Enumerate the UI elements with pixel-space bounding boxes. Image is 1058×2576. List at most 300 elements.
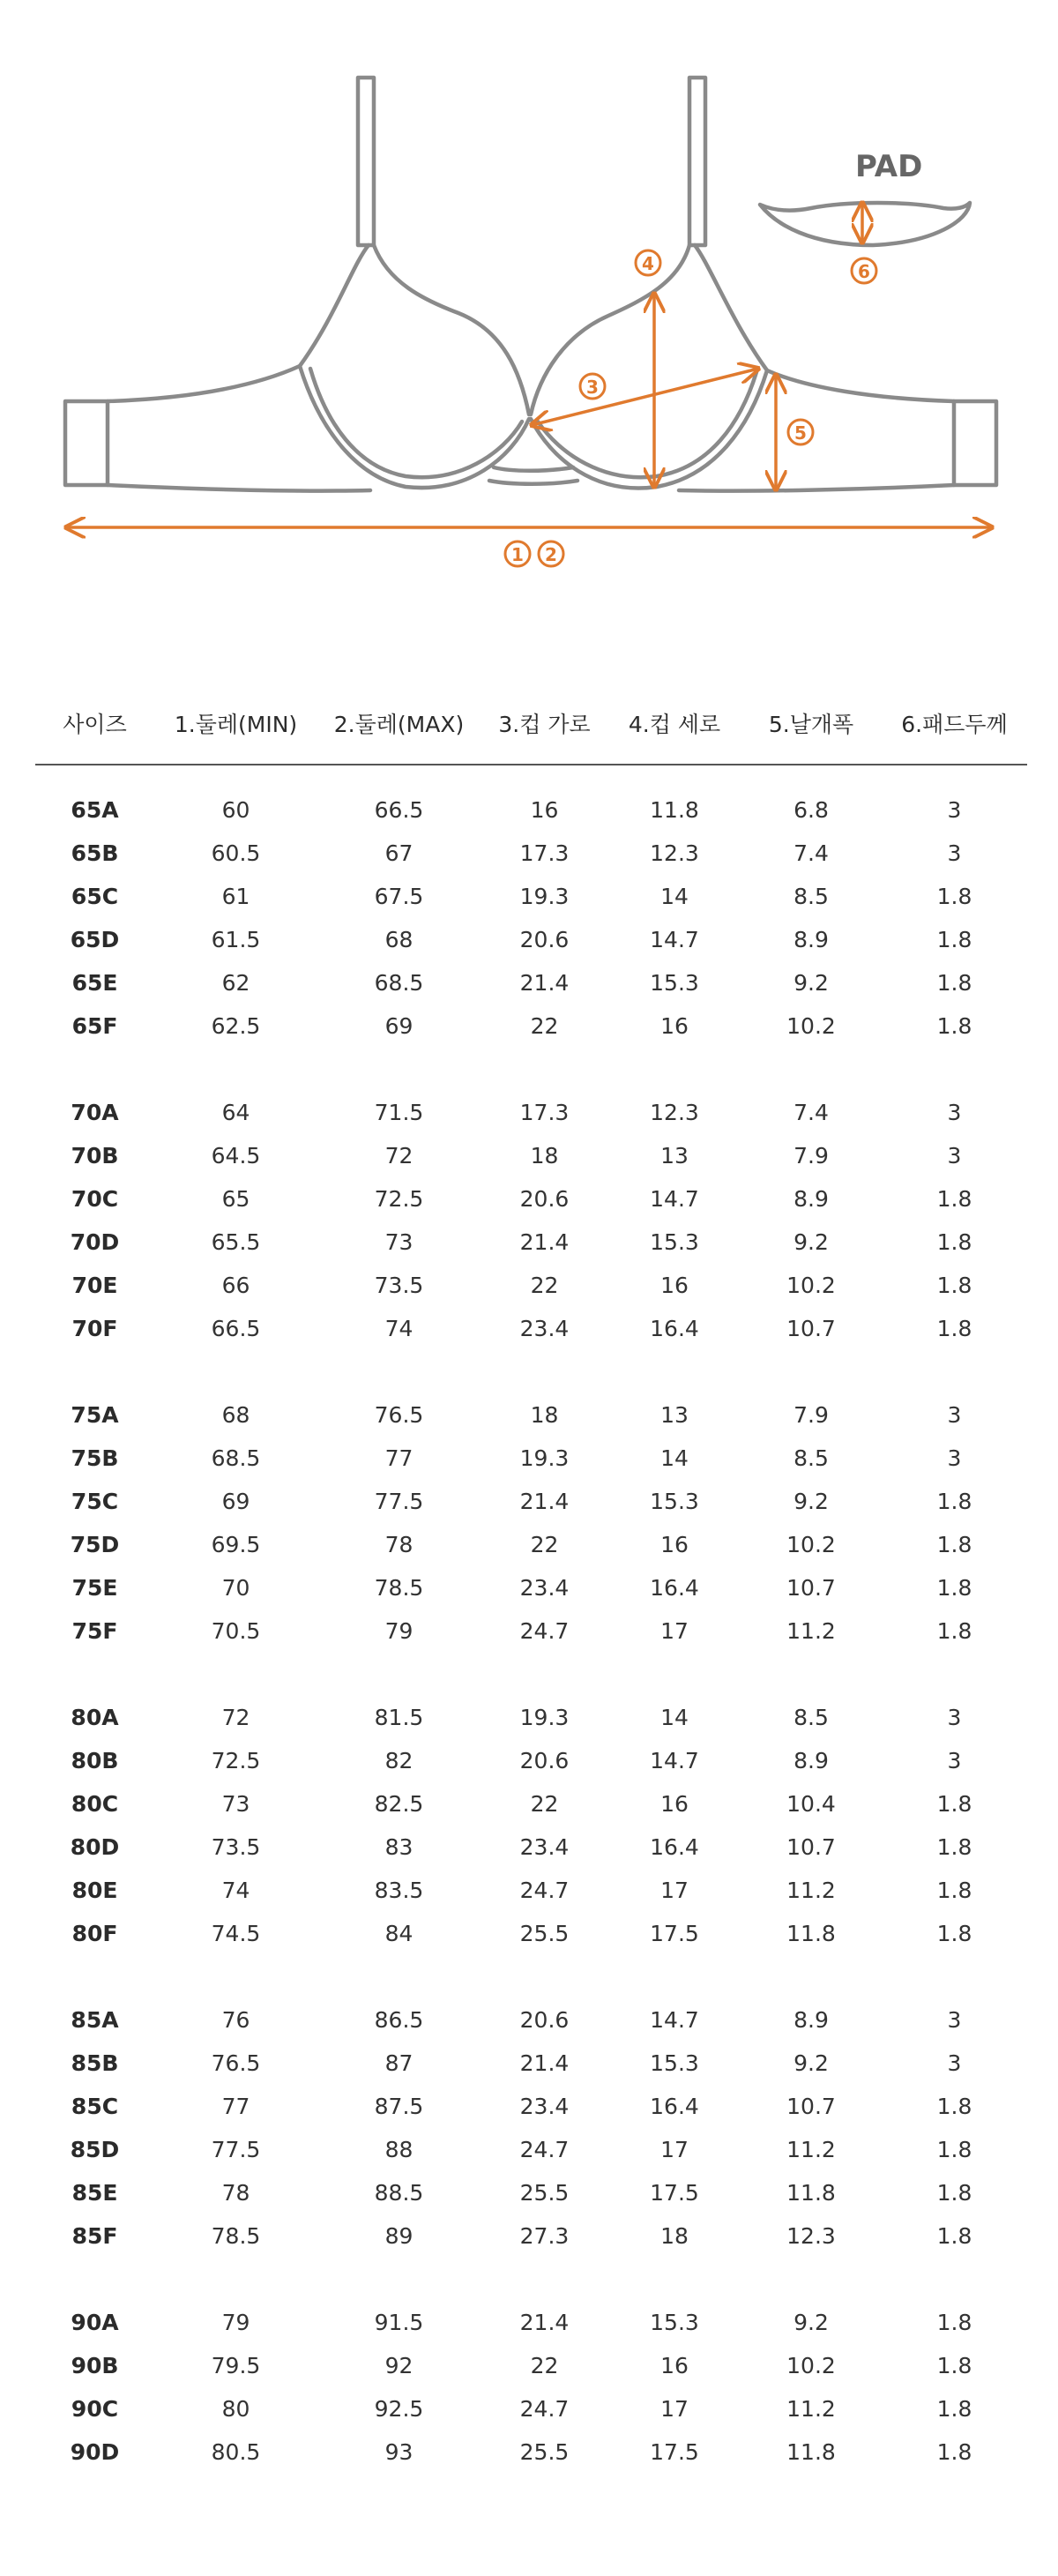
value-cell: 1.8 (936, 1878, 972, 1903)
value-cell: 9.2 (794, 2050, 829, 2076)
value-cell: 72.5 (211, 1748, 261, 1773)
value-cell: 8.9 (794, 2007, 829, 2033)
value-cell: 9.2 (794, 1229, 829, 1255)
marker-6-icon (852, 258, 876, 283)
value-cell: 19.3 (519, 884, 570, 909)
value-cell: 72 (221, 1705, 250, 1730)
value-cell: 60 (221, 797, 250, 823)
size-cell: 90A (71, 2310, 119, 2335)
value-cell: 1.8 (936, 2439, 972, 2465)
value-cell: 11.8 (786, 1921, 836, 1946)
table-row (35, 875, 1027, 918)
value-cell: 23.4 (519, 1316, 570, 1341)
table-row (35, 1177, 1027, 1221)
value-cell: 12.3 (650, 1100, 699, 1125)
value-cell: 14.7 (650, 927, 699, 952)
value-cell: 17.5 (650, 1921, 699, 1946)
value-cell: 24.7 (519, 1878, 570, 1903)
value-cell: 20.6 (519, 1186, 570, 1212)
value-cell: 68.5 (211, 1445, 261, 1471)
value-cell: 8.9 (794, 1186, 829, 1212)
value-cell: 77 (221, 2094, 250, 2119)
group-spacer (35, 2258, 1027, 2301)
value-cell: 10.2 (786, 1273, 836, 1298)
value-cell: 73 (384, 1229, 414, 1255)
value-cell: 1.8 (936, 927, 972, 952)
value-cell: 82 (384, 1748, 414, 1773)
header-pad-thickness: 6.패드두께 (882, 697, 1027, 765)
value-cell: 76 (221, 2007, 250, 2033)
value-cell: 61 (221, 884, 250, 909)
bra-illustration (0, 0, 1058, 617)
measurement-markers (505, 250, 876, 566)
value-cell: 15.3 (650, 2050, 699, 2076)
value-cell: 61.5 (211, 927, 261, 952)
value-cell: 91.5 (374, 2310, 424, 2335)
value-cell: 1.8 (936, 2094, 972, 2119)
value-cell: 67 (384, 840, 414, 866)
value-cell: 15.3 (650, 1489, 699, 1514)
table-row (35, 1739, 1027, 1782)
value-cell: 1.8 (936, 2396, 972, 2422)
size-cell: 70E (71, 1273, 118, 1298)
value-cell: 3 (947, 840, 962, 866)
table-row (35, 1221, 1027, 1264)
value-cell: 73.5 (374, 1273, 424, 1298)
value-cell: 79.5 (211, 2353, 261, 2378)
value-cell: 15.3 (650, 1229, 699, 1255)
value-cell: 66 (221, 1273, 250, 1298)
table-row (35, 1091, 1027, 1134)
svg-text:1: 1 (511, 544, 524, 565)
value-cell: 16 (530, 797, 559, 823)
value-cell: 24.7 (519, 1618, 570, 1644)
size-cell: 65B (71, 840, 119, 866)
value-cell: 20.6 (519, 927, 570, 952)
value-cell: 15.3 (650, 970, 699, 996)
value-cell: 1.8 (936, 1618, 972, 1644)
value-cell: 1.8 (936, 1316, 972, 1341)
header-cup-height: 4.컵 세로 (608, 697, 741, 765)
table-header-row (35, 697, 1027, 765)
value-cell: 22 (530, 1532, 559, 1557)
value-cell: 76.5 (374, 1402, 424, 1428)
value-cell: 11.8 (650, 797, 699, 823)
value-cell: 1.8 (936, 884, 972, 909)
size-cell: 80A (71, 1705, 119, 1730)
value-cell: 21.4 (519, 2310, 570, 2335)
value-cell: 21.4 (519, 2050, 570, 2076)
value-cell: 79 (384, 1618, 414, 1644)
value-cell: 22 (530, 1791, 559, 1817)
table-row (35, 2430, 1027, 2474)
group-spacer (35, 1048, 1027, 1091)
value-cell: 10.7 (786, 1316, 836, 1341)
value-cell: 88 (384, 2137, 414, 2162)
value-cell: 16.4 (650, 2094, 699, 2119)
value-cell: 72 (384, 1143, 414, 1169)
value-cell: 14.7 (650, 1186, 699, 1212)
value-cell: 3 (947, 2007, 962, 2033)
value-cell: 1.8 (936, 1186, 972, 1212)
value-cell: 17 (660, 1618, 689, 1644)
value-cell: 12.3 (786, 2223, 836, 2249)
value-cell: 1.8 (936, 1921, 972, 1946)
value-cell: 1.8 (936, 970, 972, 996)
value-cell: 16.4 (650, 1834, 699, 1860)
value-cell: 68 (221, 1402, 250, 1428)
value-cell: 69.5 (211, 1532, 261, 1557)
pad-shape (760, 203, 970, 245)
group-spacer (35, 1955, 1027, 1998)
value-cell: 15.3 (650, 2310, 699, 2335)
value-cell: 83 (384, 1834, 414, 1860)
header-wing-width: 5.날개폭 (741, 697, 882, 765)
value-cell: 77 (384, 1445, 414, 1471)
value-cell: 27.3 (519, 2223, 570, 2249)
value-cell: 78.5 (374, 1575, 424, 1601)
value-cell: 74 (221, 1878, 250, 1903)
size-cell: 80E (71, 1878, 118, 1903)
size-cell: 80B (71, 1748, 119, 1773)
table-row (35, 961, 1027, 1004)
size-cell: 70C (71, 1186, 119, 1212)
value-cell: 78.5 (211, 2223, 261, 2249)
size-cell: 80D (70, 1834, 120, 1860)
size-cell: 75C (71, 1489, 119, 1514)
value-cell: 16 (660, 1532, 689, 1557)
size-cell: 75A (71, 1402, 119, 1428)
table-row (35, 788, 1027, 832)
value-cell: 8.5 (794, 1445, 829, 1471)
value-cell: 7.9 (794, 1402, 829, 1428)
size-cell: 80C (71, 1791, 119, 1817)
value-cell: 8.5 (794, 1705, 829, 1730)
value-cell: 11.8 (786, 2439, 836, 2465)
size-cell: 85F (71, 2223, 118, 2249)
value-cell: 12.3 (650, 840, 699, 866)
table-row (35, 1134, 1027, 1177)
size-chart-table (35, 697, 1027, 2474)
table-row (35, 1480, 1027, 1523)
size-cell: 70B (71, 1143, 119, 1169)
value-cell: 14 (660, 884, 689, 909)
value-cell: 23.4 (519, 1834, 570, 1860)
value-cell: 13 (660, 1143, 689, 1169)
value-cell: 74.5 (211, 1921, 261, 1946)
svg-text:5: 5 (794, 422, 807, 444)
value-cell: 1.8 (936, 2353, 972, 2378)
table-row (35, 1696, 1027, 1739)
value-cell: 82.5 (374, 1791, 424, 1817)
table-row (35, 1523, 1027, 1566)
value-cell: 66.5 (211, 1316, 261, 1341)
value-cell: 18 (530, 1143, 559, 1169)
value-cell: 74 (384, 1316, 414, 1341)
table-row (35, 1566, 1027, 1609)
size-cell: 70F (71, 1316, 118, 1341)
size-cell: 70A (71, 1100, 119, 1125)
marker-3-icon (580, 374, 605, 399)
value-cell: 70.5 (211, 1618, 261, 1644)
value-cell: 3 (947, 2050, 962, 2076)
table-row (35, 1393, 1027, 1437)
value-cell: 10.7 (786, 1575, 836, 1601)
value-cell: 72.5 (374, 1186, 424, 1212)
value-cell: 19.3 (519, 1445, 570, 1471)
value-cell: 22 (530, 1273, 559, 1298)
size-cell: 90D (70, 2439, 120, 2465)
header-band-max: 2.둘레(MAX) (317, 697, 481, 765)
value-cell: 7.4 (794, 840, 829, 866)
table-row (35, 1437, 1027, 1480)
size-cell: 85A (71, 2007, 119, 2033)
value-cell: 78 (384, 1532, 414, 1557)
value-cell: 10.4 (786, 1791, 836, 1817)
value-cell: 1.8 (936, 1489, 972, 1514)
value-cell: 11.2 (786, 2137, 836, 2162)
table-row (35, 2301, 1027, 2344)
value-cell: 84 (384, 1921, 414, 1946)
value-cell: 87.5 (374, 2094, 424, 2119)
header-band-min: 1.둘레(MIN) (154, 697, 317, 765)
table-row (35, 2128, 1027, 2171)
svg-text:4: 4 (642, 253, 654, 274)
value-cell: 10.2 (786, 1013, 836, 1039)
value-cell: 8.5 (794, 884, 829, 909)
table-row (35, 1264, 1027, 1307)
value-cell: 76.5 (211, 2050, 261, 2076)
value-cell: 67.5 (374, 884, 424, 909)
value-cell: 83.5 (374, 1878, 424, 1903)
value-cell: 1.8 (936, 2223, 972, 2249)
marker-1-icon (505, 541, 530, 566)
value-cell: 10.7 (786, 2094, 836, 2119)
pad-label: PAD (855, 149, 923, 184)
value-cell: 89 (384, 2223, 414, 2249)
size-table-body (35, 765, 1027, 2474)
value-cell: 68.5 (374, 970, 424, 996)
table-row (35, 1869, 1027, 1912)
value-cell: 9.2 (794, 1489, 829, 1514)
table-row (35, 1609, 1027, 1653)
size-cell: 70D (70, 1229, 120, 1255)
value-cell: 3 (947, 1748, 962, 1773)
table-row (35, 1004, 1027, 1048)
table-row (35, 1998, 1027, 2042)
table-row (35, 1826, 1027, 1869)
table-row (35, 1307, 1027, 1350)
value-cell: 1.8 (936, 1532, 972, 1557)
marker-2-icon (539, 541, 563, 566)
value-cell: 92 (384, 2353, 414, 2378)
value-cell: 88.5 (374, 2180, 424, 2206)
value-cell: 66.5 (374, 797, 424, 823)
value-cell: 1.8 (936, 1013, 972, 1039)
value-cell: 22 (530, 1013, 559, 1039)
value-cell: 93 (384, 2439, 414, 2465)
marker-4-icon (636, 250, 660, 275)
value-cell: 71.5 (374, 1100, 424, 1125)
value-cell: 16 (660, 1013, 689, 1039)
value-cell: 10.2 (786, 1532, 836, 1557)
value-cell: 16.4 (650, 1316, 699, 1341)
value-cell: 87 (384, 2050, 414, 2076)
value-cell: 1.8 (936, 2310, 972, 2335)
value-cell: 92.5 (374, 2396, 424, 2422)
value-cell: 20.6 (519, 1748, 570, 1773)
value-cell: 79 (221, 2310, 250, 2335)
value-cell: 65.5 (211, 1229, 261, 1255)
value-cell: 86.5 (374, 2007, 424, 2033)
table-row (35, 2344, 1027, 2387)
size-cell: 85B (71, 2050, 119, 2076)
value-cell: 11.2 (786, 1618, 836, 1644)
size-cell: 65D (70, 927, 120, 952)
table-row (35, 918, 1027, 961)
svg-text:2: 2 (545, 544, 557, 565)
value-cell: 80.5 (211, 2439, 261, 2465)
value-cell: 16 (660, 1791, 689, 1817)
size-cell: 65F (71, 1013, 118, 1039)
value-cell: 64 (221, 1100, 250, 1125)
value-cell: 17.5 (650, 2439, 699, 2465)
size-cell: 75D (70, 1532, 120, 1557)
value-cell: 14 (660, 1445, 689, 1471)
value-cell: 16 (660, 2353, 689, 2378)
value-cell: 25.5 (519, 2180, 570, 2206)
value-cell: 69 (384, 1013, 414, 1039)
value-cell: 9.2 (794, 970, 829, 996)
value-cell: 62.5 (211, 1013, 261, 1039)
value-cell: 14.7 (650, 1748, 699, 1773)
value-cell: 78 (221, 2180, 250, 2206)
value-cell: 14.7 (650, 2007, 699, 2033)
value-cell: 17 (660, 2396, 689, 2422)
value-cell: 24.7 (519, 2137, 570, 2162)
value-cell: 65 (221, 1186, 250, 1212)
value-cell: 24.7 (519, 2396, 570, 2422)
value-cell: 73 (221, 1791, 250, 1817)
svg-text:6: 6 (858, 261, 870, 282)
value-cell: 77.5 (374, 1489, 424, 1514)
value-cell: 6.8 (794, 797, 829, 823)
value-cell: 1.8 (936, 1273, 972, 1298)
value-cell: 16 (660, 1273, 689, 1298)
value-cell: 62 (221, 970, 250, 996)
value-cell: 73.5 (211, 1834, 261, 1860)
value-cell: 17.3 (519, 840, 570, 866)
table-row (35, 1782, 1027, 1826)
size-cell: 75E (71, 1575, 118, 1601)
bra-measurement-diagram (0, 0, 1058, 617)
value-cell: 16.4 (650, 1575, 699, 1601)
header-size: 사이즈 (35, 697, 154, 765)
size-cell: 85C (71, 2094, 119, 2119)
value-cell: 10.7 (786, 1834, 836, 1860)
table-row (35, 2171, 1027, 2214)
value-cell: 69 (221, 1489, 250, 1514)
value-cell: 18 (660, 2223, 689, 2249)
value-cell: 3 (947, 1402, 962, 1428)
value-cell: 11.2 (786, 2396, 836, 2422)
table-row (35, 2085, 1027, 2128)
group-spacer (35, 1653, 1027, 1696)
size-cell: 85E (71, 2180, 118, 2206)
size-cell: 75F (71, 1618, 118, 1644)
value-cell: 17.5 (650, 2180, 699, 2206)
size-cell: 80F (71, 1921, 118, 1946)
size-cell: 65A (71, 797, 119, 823)
value-cell: 1.8 (936, 2180, 972, 2206)
size-cell: 75B (71, 1445, 119, 1471)
value-cell: 23.4 (519, 1575, 570, 1601)
value-cell: 25.5 (519, 1921, 570, 1946)
group-spacer (35, 1350, 1027, 1393)
value-cell: 1.8 (936, 1575, 972, 1601)
value-cell: 3 (947, 1445, 962, 1471)
value-cell: 3 (947, 797, 962, 823)
size-cell: 85D (70, 2137, 120, 2162)
value-cell: 7.9 (794, 1143, 829, 1169)
value-cell: 64.5 (211, 1143, 261, 1169)
table-top-gap (35, 765, 1027, 788)
value-cell: 14 (660, 1705, 689, 1730)
header-cup-width: 3.컵 가로 (481, 697, 608, 765)
value-cell: 3 (947, 1143, 962, 1169)
size-cell: 65C (71, 884, 119, 909)
size-cell: 90C (71, 2396, 119, 2422)
value-cell: 21.4 (519, 970, 570, 996)
value-cell: 77.5 (211, 2137, 261, 2162)
value-cell: 17.3 (519, 1100, 570, 1125)
value-cell: 80 (221, 2396, 250, 2422)
value-cell: 21.4 (519, 1489, 570, 1514)
value-cell: 3 (947, 1705, 962, 1730)
value-cell: 11.2 (786, 1878, 836, 1903)
table-row (35, 2214, 1027, 2258)
value-cell: 8.9 (794, 1748, 829, 1773)
value-cell: 21.4 (519, 1229, 570, 1255)
size-cell: 65E (71, 970, 118, 996)
value-cell: 1.8 (936, 1834, 972, 1860)
table-row (35, 832, 1027, 875)
size-cell: 90B (71, 2353, 119, 2378)
value-cell: 17 (660, 2137, 689, 2162)
value-cell: 68 (384, 927, 414, 952)
table-row (35, 1912, 1027, 1955)
value-cell: 1.8 (936, 1229, 972, 1255)
svg-text:3: 3 (586, 377, 599, 398)
value-cell: 3 (947, 1100, 962, 1125)
value-cell: 1.8 (936, 2137, 972, 2162)
value-cell: 8.9 (794, 927, 829, 952)
value-cell: 60.5 (211, 840, 261, 866)
table-row (35, 2387, 1027, 2430)
bra-outline (65, 78, 996, 491)
table-row (35, 2042, 1027, 2085)
value-cell: 10.2 (786, 2353, 836, 2378)
value-cell: 18 (530, 1402, 559, 1428)
value-cell: 19.3 (519, 1705, 570, 1730)
value-cell: 70 (221, 1575, 250, 1601)
value-cell: 81.5 (374, 1705, 424, 1730)
value-cell: 23.4 (519, 2094, 570, 2119)
value-cell: 1.8 (936, 1791, 972, 1817)
measurement-arrows (66, 203, 992, 527)
value-cell: 13 (660, 1402, 689, 1428)
marker-5-icon (788, 420, 813, 444)
